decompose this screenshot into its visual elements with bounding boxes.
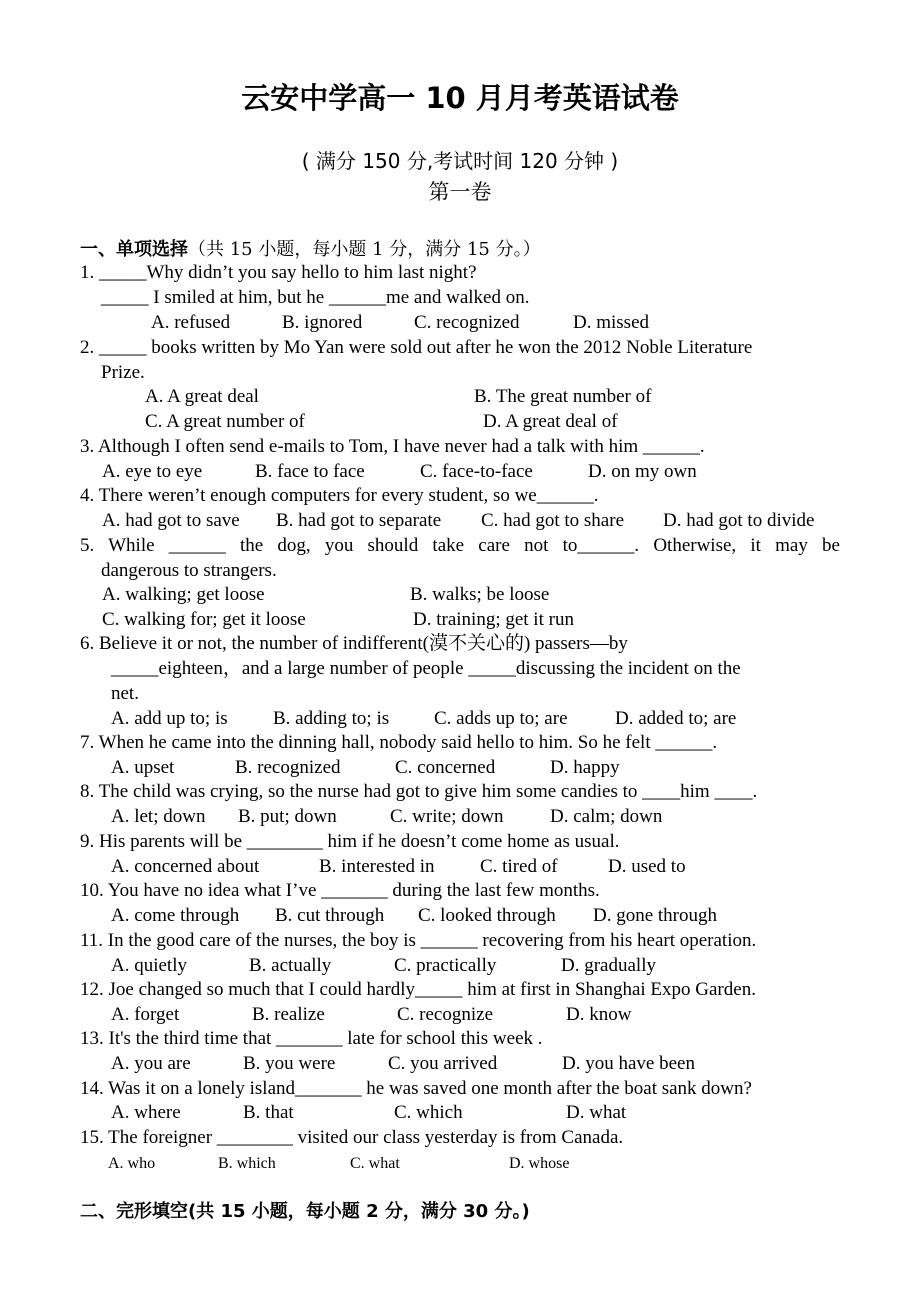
question-4-stem: 4. There weren’t enough computers for every student, so we______. <box>80 485 599 506</box>
question-11-stem: 11. In the good care of the nurses, the boy is ______ recovering from his heart operation. <box>80 930 757 951</box>
q11-option-a: A. quietly <box>111 955 187 976</box>
q9-option-a: A. concerned about <box>111 856 260 877</box>
question-8-stem: 8. The child was crying, so the nurse had got to give him some candies to ____him ____. <box>80 781 758 802</box>
q15-option-d: D. whose <box>509 1155 570 1172</box>
q4-option-b: B. had got to separate <box>276 510 442 531</box>
question-2-stem-2: Prize. <box>101 362 145 383</box>
question-1-stem: 1. _____Why didn’t you say hello to him last night? <box>80 262 477 283</box>
q10-option-a: A. come through <box>111 905 240 926</box>
q13-option-c: C. you arrived <box>388 1053 498 1074</box>
q14-option-c: C. which <box>394 1102 463 1123</box>
question-9-stem: 9. His parents will be ________ him if he doesn’t come home as usual. <box>80 831 620 852</box>
q5-option-c: C. walking for; get it loose <box>102 609 306 630</box>
q14-option-a: A. where <box>111 1102 181 1123</box>
question-3-stem: 3. Although I often send e-mails to Tom, I have never had a talk with him ______. <box>80 436 705 457</box>
q7-option-b: B. recognized <box>235 757 341 778</box>
question-13-stem: 13. It's the third time that _______ late for school this week . <box>80 1028 543 1049</box>
q2-option-d: D. A great deal of <box>483 411 618 432</box>
q8-option-b: B. put; down <box>238 806 337 827</box>
q9-option-d: D. used to <box>608 856 686 877</box>
section1-title: 一、单项选择 <box>80 239 188 260</box>
q8-option-d: D. calm; down <box>550 806 663 827</box>
q3-option-c: C. face-to-face <box>420 461 533 482</box>
q6-option-c: C. adds up to; are <box>434 708 568 729</box>
q11-option-c: C. practically <box>394 955 497 976</box>
q5-option-b: B. walks; be loose <box>410 584 550 605</box>
q4-option-c: C. had got to share <box>481 510 625 531</box>
q4-option-d: D. had got to divide <box>663 510 815 531</box>
section1-heading <box>80 235 541 261</box>
question-7-stem: 7. When he came into the dinning hall, nobody said hello to him. So he felt ______. <box>80 732 718 753</box>
q15-option-b: B. which <box>218 1155 276 1172</box>
q11-option-d: D. gradually <box>561 955 656 976</box>
question-6-stem: 6. Believe it or not, the number of indifferent(漠不关心的) passers—by <box>80 633 628 654</box>
question-1-stem-2: _____ I smiled at him, but he ______me and walked on. <box>101 287 530 308</box>
question-2-stem: 2. _____ books written by Mo Yan were sold out after he won the 2012 Noble Literature <box>80 337 753 358</box>
q3-option-d: D. on my own <box>588 461 697 482</box>
exam-title: 云安中学高一 10 月月考英语试卷 <box>241 81 679 115</box>
exam-subtitle: ( 满分 150 分,考试时间 120 分钟 ) <box>301 149 619 173</box>
q8-option-c: C. write; down <box>390 806 504 827</box>
q6-option-d: D. added to; are <box>615 708 737 729</box>
q9-option-c: C. tired of <box>480 856 558 877</box>
q8-option-a: A. let; down <box>111 806 206 827</box>
question-5-stem-2: dangerous to strangers. <box>101 560 277 581</box>
q12-option-b: B. realize <box>252 1004 325 1025</box>
question-10-stem: 10. You have no idea what I’ve _______ during the last few months. <box>80 880 600 901</box>
q15-option-c: C. what <box>350 1155 400 1172</box>
q3-option-b: B. face to face <box>255 461 365 482</box>
q10-option-d: D. gone through <box>593 905 718 926</box>
question-5-stem: 5. While ______ the dog, you should take care not to______. Otherwise, it may be <box>80 535 840 556</box>
q9-option-b: B. interested in <box>319 856 435 877</box>
q7-option-a: A. upset <box>111 757 175 778</box>
q2-option-b: B. The great number of <box>474 386 652 407</box>
q12-option-d: D. know <box>566 1004 632 1025</box>
q7-option-d: D. happy <box>550 757 620 778</box>
section1-note: （共 15 小题，每小题 1 分，满分 15 分。） <box>188 239 541 260</box>
question-14-stem: 14. Was it on a lonely island_______ he was saved one month after the boat sank down? <box>80 1078 752 1099</box>
q2-option-c: C. A great number of <box>145 411 305 432</box>
q12-option-c: C. recognize <box>397 1004 494 1025</box>
q14-option-b: B. that <box>243 1102 294 1123</box>
q4-option-a: A. had got to save <box>102 510 240 531</box>
q11-option-b: B. actually <box>249 955 332 976</box>
q7-option-c: C. concerned <box>395 757 496 778</box>
q10-option-c: C. looked through <box>418 905 556 926</box>
q14-option-d: D. what <box>566 1102 627 1123</box>
q5-option-a: A. walking; get loose <box>102 584 265 605</box>
q5-option-d: D. training; get it run <box>413 609 574 630</box>
volume-label: 第一卷 <box>428 180 492 204</box>
q1-option-c: C. recognized <box>414 312 520 333</box>
q12-option-a: A. forget <box>111 1004 180 1025</box>
question-15-stem: 15. The foreigner ________ visited our class yesterday is from Canada. <box>80 1127 624 1148</box>
question-6-stem-2: _____eighteen，and a large number of people _____discussing the incident on the <box>111 658 741 679</box>
q3-option-a: A. eye to eye <box>102 461 203 482</box>
question-12-stem: 12. Joe changed so much that I could hardly_____ him at first in Shanghai Expo Garden. <box>80 979 756 1000</box>
q10-option-b: B. cut through <box>275 905 385 926</box>
q6-option-a: A. add up to; is <box>111 708 228 729</box>
section2-heading: 二、完形填空(共 15 小题，每小题 2 分，满分 30 分。) <box>80 1201 530 1222</box>
q1-option-b: B. ignored <box>282 312 363 333</box>
q6-option-b: B. adding to; is <box>273 708 390 729</box>
q15-option-a: A. who <box>108 1155 156 1172</box>
question-6-stem-3: net. <box>111 683 139 704</box>
q13-option-a: A. you are <box>111 1053 191 1074</box>
q1-option-d: D. missed <box>573 312 649 333</box>
q1-option-a: A. refused <box>151 312 231 333</box>
q2-option-a: A. A great deal <box>145 386 259 407</box>
q13-option-d: D. you have been <box>562 1053 695 1074</box>
q13-option-b: B. you were <box>243 1053 336 1074</box>
